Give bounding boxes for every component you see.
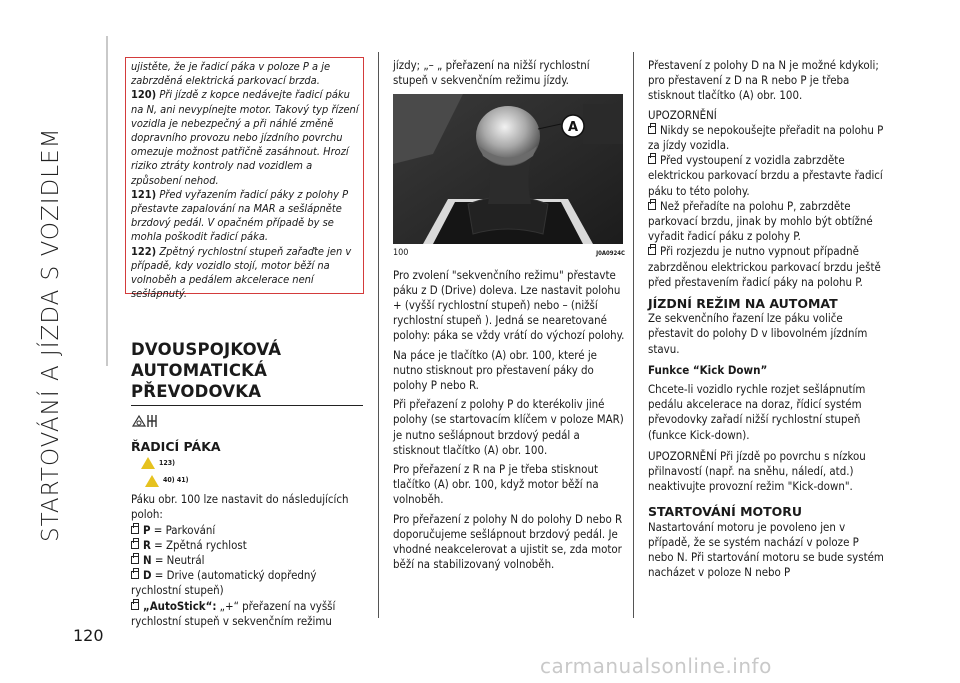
bullet-icon — [648, 247, 656, 255]
bullet-icon — [131, 556, 139, 564]
bullet-icon — [648, 126, 656, 134]
bullet-icon — [131, 571, 139, 579]
bullet-item: Před vystoupení z vozidla zabrzděte elektrickou parkovací brzdu a přestavte řadicí páku to této polohy. — [648, 153, 883, 198]
bullet-icon — [131, 541, 139, 549]
position-item: D = Drive (automatický dopředný rychlostní stupeň) — [131, 568, 317, 598]
warning-triangle-icon — [145, 475, 159, 487]
warning-ref-row — [141, 456, 363, 471]
column-3 — [648, 58, 884, 581]
bullet-icon — [648, 202, 656, 210]
warning-item: 122) Zpětný rychlostní stupeň zařaďte jen v případě, kdy vozidlo stojí, motor běží na volnoběh a pedálem akcelerace není sešlápnutý. — [131, 244, 352, 301]
paragraph: Nastartování motoru je povoleno jen v případě, že se systém nachází v poloze P nebo N. Při startování motoru se bude systém nacházet v poloze N nebo P — [648, 519, 884, 580]
position-item: R = Zpětná rychlost — [131, 538, 363, 553]
section-title: DVOUSPOJKOVÁ AUTOMATICKÁ PŘEVODOVKA — [131, 340, 282, 402]
section-rule — [131, 405, 363, 406]
bullet-item: Než přeřadíte na polohu P, zabrzděte parkovací brzdu, jinak by mohlo být obtížné vyřadit řadicí páku z polohy P. — [648, 198, 873, 244]
figure-number: 100 — [393, 248, 409, 259]
paragraph: Páku obr. 100 lze nastavit do následujících poloh: — [131, 492, 349, 522]
warning-ref-row — [145, 473, 363, 488]
gear-lever-photo — [393, 94, 623, 244]
bullet-icon — [648, 156, 656, 164]
paragraph: Pro přeřazení z R na P je třeba stisknout tlačítko (A) obr. 100, když motor běží na volnoběh. — [393, 462, 599, 507]
paragraph: Ze sekvenčního řazení lze páku voliče přestavit do polohy D v libovolném jízdním stavu. — [648, 311, 868, 356]
bullet-icon — [131, 602, 139, 610]
warning-triangle-icon — [141, 457, 155, 469]
position-item: P = Parkování — [131, 523, 363, 538]
position-item: „AutoStick“: „+“ přeřazení na vyšší rychlostní stupeň v sekvenčním režimu — [131, 598, 336, 628]
side-divider — [106, 36, 108, 366]
warning-ref: 123) — [159, 458, 176, 467]
heading: JÍZDNÍ REŽIM NA AUTOMAT — [648, 296, 838, 312]
warning-item: 120) Při jízdě z kopce nedávejte řadicí páku na N, ani nevypínejte motor. Takový typ řízení vozidla je nebezpečný a při náhlé změně dopravního provozu nebo jízdního povrchu omezuje možnost patřičně zasáhnout. Hrozí riziko ztráty kontroly nad vozidlem a způsobení nehod. — [131, 88, 359, 187]
paragraph: Chcete-li vozidlo rychle rozjet sešlápnutím pedálu akcelerace na doraz, řídicí systém převodovky zařadí nižší rychlostní stupeň (funkce Kick-down). — [648, 382, 866, 442]
subheading: Funkce “Kick Down” — [648, 362, 768, 377]
warning-ref: 40) 41) — [163, 476, 189, 485]
paragraph: Přestavení z polohy D na N je možné kdykoli; pro přestavení z D na R nebo P je třeba stisknout tlačítko (A) obr. 100. — [648, 58, 879, 103]
column-divider — [633, 52, 634, 618]
warning-label: UPOZORNĚNÍ — [648, 107, 717, 122]
automatic-transmission-icon — [131, 412, 363, 434]
warning-text — [131, 60, 363, 301]
photo-caption — [393, 246, 625, 261]
heading: STARTOVÁNÍ MOTORU — [648, 504, 803, 520]
page-number: 120 — [73, 626, 104, 645]
bullet-item: Při rozjezdu je nutno vypnout případně zabrzděnou elektrickou parkovací brzdu ještě před přestavením řadicí páky na polohu P. — [648, 244, 881, 289]
column-2 — [393, 58, 625, 572]
figure-code: J0A0924C — [596, 250, 625, 258]
warning-item: 121) Před vyřazením řadicí páky z polohy P přestavte zapalování na MAR a sešlápněte brzdový pedál. V opačném případě by se mohla poškodit řadicí páka. — [131, 187, 349, 244]
subsection-title: ŘADICÍ PÁKA — [131, 438, 221, 454]
chapter-side-title: STARTOVÁNÍ A JÍZDA S VOZIDLEM — [38, 127, 64, 542]
paragraph: Při přeřazení z polohy P do kterékoliv jiné polohy (se startovacím klíčem v poloze MAR) je nutno sešlápnout brzdový pedál a stisknout tlačítko (A) obr. 100. — [393, 397, 624, 457]
column-1 — [131, 60, 363, 629]
paragraph: Pro přeřazení z polohy N do polohy D nebo R doporučujeme sešlápnout brzdový pedál. Je vhodné neakcelerovat a ujistit se, zda motor běží na stabilizovaný volnoběh. — [393, 511, 623, 572]
paragraph: Pro zvolení "sekvenčního režimu" přestavte páku z D (Drive) doleva. Lze nastavit polohu + (vyšší rychlostní stupeň) nebo – (nižší rychlostní stupeň ). Jedná se nearetované polohy: páka se vždy vrátí do výchozí polohy. — [393, 267, 625, 343]
warning-intro: ujistěte, že je řadicí páka v poloze P a je zabrzděná elektrická parkovací brzda. — [131, 60, 331, 88]
paragraph: Na páce je tlačítko (A) obr. 100, které je nutno stisknout pro přestavení páky do polohy P nebo R. — [393, 347, 597, 393]
paragraph: UPOZORNĚNÍ Při jízdě po povrchu s nízkou přilnavostí (např. na sněhu, náledí, atd.) neaktivujte provozní režim "Kick-down". — [648, 448, 866, 494]
paragraph: jízdy; „– „ přeřazení na nižší rychlostní stupeň v sekvenčním režimu jízdy. — [393, 58, 590, 88]
column-divider — [378, 52, 379, 618]
callout-label: A — [567, 120, 579, 136]
bullet-icon — [131, 526, 139, 534]
watermark: carmanualsonline.info — [540, 654, 772, 678]
bullet-item: Nikdy se nepokoušejte přeřadit na polohu P za jízdy vozidla. — [648, 122, 884, 153]
position-item: N = Neutrál — [131, 553, 363, 568]
